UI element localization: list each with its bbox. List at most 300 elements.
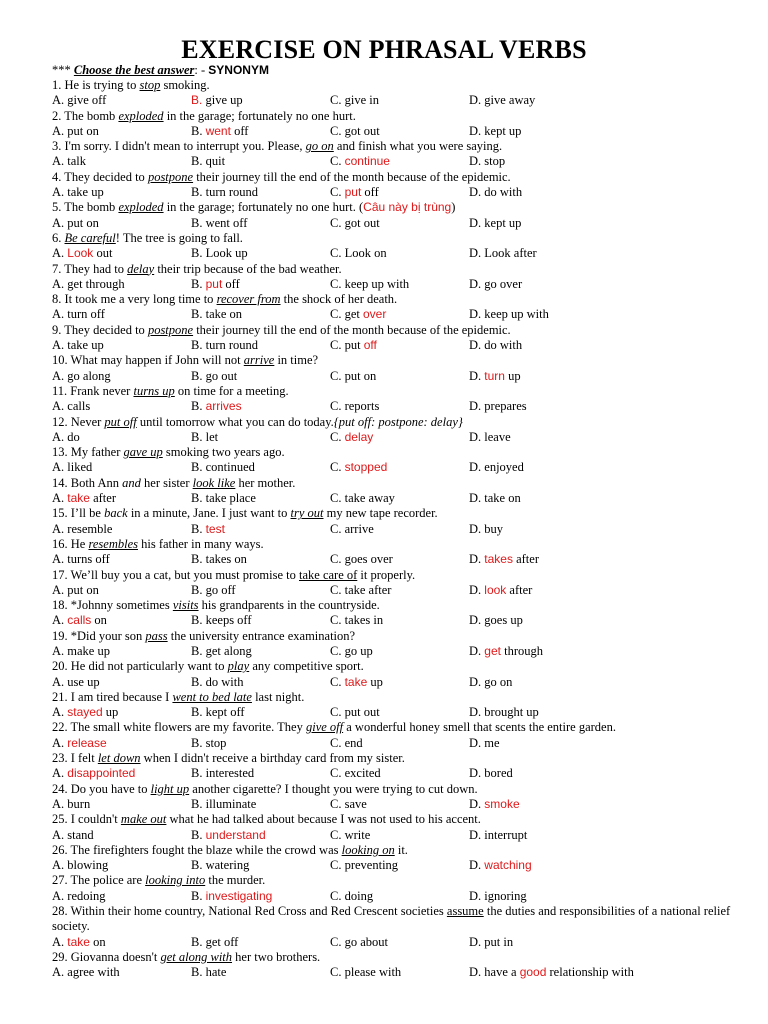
answer-option[interactable] bbox=[191, 430, 330, 445]
question-segment: 2. The bomb bbox=[52, 108, 119, 123]
answer-option[interactable] bbox=[330, 797, 469, 812]
answer-option[interactable] bbox=[191, 369, 330, 384]
option-text: leave bbox=[484, 429, 511, 444]
options-row bbox=[52, 185, 742, 200]
question-segment: on time for a meeting. bbox=[174, 383, 289, 398]
question-item bbox=[52, 751, 742, 782]
option-text: put on bbox=[67, 215, 99, 230]
option-highlight: take bbox=[344, 674, 368, 689]
question-segment: 6. bbox=[52, 230, 65, 245]
option-text: enjoyed bbox=[484, 460, 524, 475]
option-letter: B. bbox=[191, 858, 203, 873]
answer-option[interactable] bbox=[330, 307, 469, 322]
answer-option[interactable] bbox=[52, 491, 191, 506]
answer-option[interactable] bbox=[469, 889, 742, 904]
option-letter: B. bbox=[191, 735, 203, 750]
question-segment: 23. I felt bbox=[52, 751, 98, 766]
option-letter: C. bbox=[330, 429, 342, 444]
options-row bbox=[52, 828, 742, 843]
question-segment: 8. It took me a very long time to bbox=[52, 292, 217, 307]
answer-option[interactable] bbox=[52, 705, 191, 720]
option-text: stand bbox=[67, 827, 94, 842]
keyword: turns up bbox=[133, 383, 175, 398]
answer-option[interactable] bbox=[191, 828, 330, 843]
keyword: visits bbox=[172, 598, 199, 613]
answer-option[interactable] bbox=[52, 736, 191, 751]
question-text bbox=[52, 415, 742, 430]
answer-option[interactable] bbox=[191, 965, 330, 980]
option-text: take on bbox=[205, 307, 243, 322]
option-text: kept off bbox=[205, 705, 245, 720]
question-segment: when I didn't receive a birthday card from my sister. bbox=[140, 751, 405, 766]
option-text: take away bbox=[344, 491, 395, 506]
question-segment: 16. He bbox=[52, 536, 89, 551]
option-text: have a bbox=[484, 965, 517, 980]
keyword: go on bbox=[305, 139, 334, 154]
question-text bbox=[52, 384, 742, 399]
answer-option[interactable] bbox=[469, 522, 742, 537]
question-segment: the duties and responsibilities of a national relief society. bbox=[52, 904, 731, 934]
option-text: keep up with bbox=[484, 307, 549, 322]
answer-option[interactable] bbox=[52, 93, 191, 108]
answer-option[interactable] bbox=[469, 828, 742, 843]
answer-option[interactable] bbox=[330, 277, 469, 292]
question-segment: 19. *Did your son bbox=[52, 628, 146, 643]
answer-option[interactable] bbox=[191, 185, 330, 200]
answer-option[interactable] bbox=[52, 338, 191, 353]
option-highlight: stayed bbox=[67, 705, 103, 720]
answer-option[interactable] bbox=[469, 338, 742, 353]
question-segment: what he had talked about because I was not used to his accent. bbox=[166, 812, 481, 827]
question-segment: 15. I’ll be bbox=[52, 506, 105, 521]
question-text bbox=[52, 262, 742, 277]
answer-option[interactable] bbox=[469, 766, 742, 781]
answer-option[interactable] bbox=[469, 858, 742, 873]
option-text: take on bbox=[484, 491, 521, 506]
option-text: went off bbox=[205, 215, 248, 230]
answer-option[interactable] bbox=[191, 797, 330, 812]
answer-option[interactable] bbox=[469, 307, 742, 322]
option-letter: D. bbox=[469, 766, 482, 781]
answer-option[interactable] bbox=[330, 552, 469, 567]
answer-option[interactable] bbox=[330, 216, 469, 231]
option-text: continue bbox=[344, 154, 390, 169]
option-letter: C. bbox=[330, 399, 342, 414]
option-text: up bbox=[508, 368, 521, 383]
answer-option[interactable] bbox=[52, 460, 191, 475]
answer-option[interactable] bbox=[330, 460, 469, 475]
option-text: turn round bbox=[205, 338, 259, 353]
option-letter: B. bbox=[191, 491, 203, 506]
answer-option[interactable] bbox=[191, 675, 330, 690]
question-segment: ) bbox=[451, 200, 456, 215]
options-row bbox=[52, 552, 742, 567]
option-letter: A. bbox=[52, 399, 65, 414]
answer-option[interactable] bbox=[191, 766, 330, 781]
option-letter: B. bbox=[191, 934, 203, 949]
question-segment: 25. I couldn't bbox=[52, 812, 121, 827]
answer-option[interactable] bbox=[469, 935, 742, 950]
option-text: stopped bbox=[344, 460, 388, 475]
question-segment: 1. He is trying to bbox=[52, 78, 140, 92]
option-letter: B. bbox=[191, 429, 203, 444]
option-highlight: take bbox=[67, 491, 90, 506]
option-text: get along bbox=[205, 643, 252, 658]
answer-option[interactable] bbox=[330, 338, 469, 353]
option-letter: D. bbox=[469, 827, 482, 842]
question-segment: 5. The bomb bbox=[52, 200, 119, 215]
question-list bbox=[52, 78, 742, 981]
question-item bbox=[52, 659, 742, 690]
option-text: keep up with bbox=[344, 276, 410, 291]
question-segment: and finish what you were saying. bbox=[333, 139, 503, 154]
option-letter: D. bbox=[469, 307, 482, 322]
keyword: look like bbox=[192, 475, 236, 490]
answer-option[interactable] bbox=[469, 124, 742, 139]
option-text: put on bbox=[344, 368, 377, 383]
option-letter: D. bbox=[469, 965, 482, 980]
option-letter: B. bbox=[191, 582, 203, 597]
option-text: resemble bbox=[67, 521, 113, 536]
answer-option[interactable] bbox=[191, 858, 330, 873]
options-row bbox=[52, 583, 742, 598]
question-segment: their trip because of the bad weather. bbox=[154, 261, 342, 276]
answer-option[interactable] bbox=[330, 246, 469, 261]
option-text: do with bbox=[205, 674, 244, 689]
option-letter: A. bbox=[52, 154, 65, 169]
option-highlight: over bbox=[363, 307, 387, 322]
answer-option[interactable] bbox=[191, 522, 330, 537]
question-item bbox=[52, 170, 742, 201]
answer-option[interactable] bbox=[52, 216, 191, 231]
option-letter: D. bbox=[469, 674, 482, 689]
options-row bbox=[52, 277, 742, 292]
question-item bbox=[52, 231, 742, 262]
option-text: on bbox=[93, 934, 106, 949]
option-text: off bbox=[234, 123, 249, 138]
option-highlight: good bbox=[519, 965, 547, 980]
option-letter: C. bbox=[330, 307, 342, 322]
answer-option[interactable] bbox=[469, 216, 742, 231]
options-row bbox=[52, 935, 742, 950]
instruction-separator: : - bbox=[194, 63, 209, 77]
answer-option[interactable] bbox=[191, 491, 330, 506]
option-text: give in bbox=[344, 93, 379, 108]
question-item bbox=[52, 109, 742, 140]
answer-option[interactable] bbox=[469, 644, 742, 659]
answer-option[interactable] bbox=[52, 889, 191, 904]
answer-option[interactable] bbox=[469, 797, 742, 812]
option-letter: A. bbox=[52, 643, 65, 658]
option-letter: A. bbox=[52, 215, 65, 230]
answer-option[interactable] bbox=[191, 736, 330, 751]
option-letter: A. bbox=[52, 766, 65, 781]
answer-option[interactable] bbox=[191, 307, 330, 322]
answer-option[interactable] bbox=[52, 369, 191, 384]
answer-option[interactable] bbox=[330, 736, 469, 751]
answer-option[interactable] bbox=[330, 583, 469, 598]
option-text: smoke bbox=[484, 796, 520, 811]
answer-option[interactable] bbox=[330, 522, 469, 537]
answer-option[interactable] bbox=[330, 430, 469, 445]
option-text: make up bbox=[67, 643, 110, 658]
option-text: keeps off bbox=[205, 613, 252, 628]
keyword: gave up bbox=[123, 445, 163, 460]
answer-option[interactable] bbox=[469, 491, 742, 506]
answer-option[interactable] bbox=[469, 154, 742, 169]
question-segment: another cigarette? I thought you were trying to cut down. bbox=[189, 781, 478, 796]
answer-option[interactable] bbox=[330, 828, 469, 843]
answer-option[interactable] bbox=[469, 277, 742, 292]
option-letter: D. bbox=[469, 643, 482, 658]
answer-option[interactable] bbox=[52, 307, 191, 322]
answer-option[interactable] bbox=[191, 613, 330, 628]
option-text: goes over bbox=[344, 552, 393, 567]
question-text bbox=[52, 445, 742, 460]
option-text: ignoring bbox=[484, 888, 527, 903]
option-text: get off bbox=[205, 934, 239, 949]
question-text bbox=[52, 950, 742, 965]
option-letter: C. bbox=[330, 613, 342, 628]
keyword: postpone bbox=[147, 169, 194, 184]
question-item bbox=[52, 568, 742, 599]
keyword: Be careful bbox=[64, 230, 116, 245]
option-letter: D. bbox=[469, 276, 482, 291]
option-text: turns off bbox=[67, 552, 110, 567]
keyword: take care of bbox=[299, 567, 358, 582]
answer-option[interactable] bbox=[191, 935, 330, 950]
keyword: exploded bbox=[118, 108, 164, 123]
question-segment: 21. I am tired because I bbox=[52, 689, 173, 704]
option-text: after bbox=[93, 491, 116, 506]
option-letter: D. bbox=[469, 93, 482, 108]
answer-option[interactable] bbox=[469, 965, 742, 980]
keyword: put off bbox=[104, 414, 137, 429]
answer-option[interactable] bbox=[191, 705, 330, 720]
option-highlight: get bbox=[484, 643, 501, 658]
answer-option[interactable] bbox=[52, 935, 191, 950]
answer-option[interactable] bbox=[191, 246, 330, 261]
option-text: after bbox=[509, 582, 533, 597]
option-letter: A. bbox=[52, 552, 65, 567]
option-letter: B. bbox=[191, 154, 203, 169]
answer-option[interactable] bbox=[469, 399, 742, 414]
answer-option[interactable] bbox=[52, 124, 191, 139]
question-segment: her sister bbox=[140, 475, 193, 490]
option-text: investigating bbox=[205, 888, 273, 903]
question-text bbox=[52, 720, 742, 735]
option-text: agree with bbox=[67, 965, 120, 980]
answer-option[interactable] bbox=[191, 277, 330, 292]
answer-option[interactable] bbox=[52, 246, 191, 261]
question-segment: it. bbox=[394, 842, 408, 857]
option-letter: C. bbox=[330, 215, 342, 230]
question-item bbox=[52, 950, 742, 981]
answer-option[interactable] bbox=[330, 935, 469, 950]
option-letter: B. bbox=[191, 827, 203, 842]
option-letter: C. bbox=[330, 491, 342, 506]
option-text: calls bbox=[67, 399, 91, 414]
options-row bbox=[52, 216, 742, 231]
answer-option[interactable] bbox=[191, 93, 330, 108]
answer-option[interactable] bbox=[191, 460, 330, 475]
options-row bbox=[52, 338, 742, 353]
instruction-text: Choose the best answer bbox=[73, 63, 195, 77]
answer-option[interactable] bbox=[52, 522, 191, 537]
question-segment: 17. We’ll buy you a cat, but you must promise to bbox=[52, 567, 299, 582]
options-row bbox=[52, 369, 742, 384]
answer-option[interactable] bbox=[330, 766, 469, 781]
keyword: arrive bbox=[243, 353, 275, 368]
option-letter: C. bbox=[330, 154, 342, 169]
answer-option[interactable] bbox=[191, 399, 330, 414]
option-text: Look on bbox=[344, 246, 387, 261]
answer-option[interactable] bbox=[52, 399, 191, 414]
answer-option[interactable] bbox=[191, 338, 330, 353]
option-text: get bbox=[344, 307, 360, 322]
keyword: get along with bbox=[160, 949, 233, 964]
option-text: write bbox=[344, 827, 371, 842]
keyword: looking into bbox=[145, 873, 206, 888]
answer-option[interactable] bbox=[191, 124, 330, 139]
answer-option[interactable] bbox=[330, 613, 469, 628]
answer-option[interactable] bbox=[191, 644, 330, 659]
answer-option[interactable] bbox=[330, 644, 469, 659]
answer-option[interactable] bbox=[52, 430, 191, 445]
answer-option[interactable] bbox=[330, 399, 469, 414]
answer-option[interactable] bbox=[469, 675, 742, 690]
question-segment: 3. I'm sorry. I didn't mean to interrupt you. Please, bbox=[52, 139, 306, 154]
keyword: try out bbox=[290, 506, 324, 521]
answer-option[interactable] bbox=[52, 277, 191, 292]
answer-option[interactable] bbox=[52, 644, 191, 659]
option-letter: B. bbox=[191, 123, 203, 138]
answer-option[interactable] bbox=[469, 369, 742, 384]
question-segment: 22. The small white flowers are my favorite. They bbox=[52, 720, 306, 735]
answer-option[interactable] bbox=[330, 965, 469, 980]
option-text: doing bbox=[344, 888, 374, 903]
answer-option[interactable] bbox=[52, 583, 191, 598]
option-letter: B. bbox=[191, 399, 203, 414]
answer-option[interactable] bbox=[469, 705, 742, 720]
option-letter: C. bbox=[330, 796, 342, 811]
option-text: Look up bbox=[205, 246, 248, 261]
answer-option[interactable] bbox=[330, 154, 469, 169]
answer-option[interactable] bbox=[330, 705, 469, 720]
answer-option[interactable] bbox=[469, 552, 742, 567]
keyword: delay bbox=[127, 261, 155, 276]
option-letter: C. bbox=[330, 827, 342, 842]
option-text: reports bbox=[344, 399, 380, 414]
option-letter: B. bbox=[191, 460, 203, 475]
answer-option[interactable] bbox=[52, 828, 191, 843]
answer-option[interactable] bbox=[330, 889, 469, 904]
answer-option[interactable] bbox=[469, 460, 742, 475]
answer-option[interactable] bbox=[469, 430, 742, 445]
option-letter: C. bbox=[330, 123, 342, 138]
answer-option[interactable] bbox=[52, 613, 191, 628]
option-letter: A. bbox=[52, 582, 65, 597]
option-letter: A. bbox=[52, 185, 65, 200]
keyword: went to bed late bbox=[172, 689, 252, 704]
answer-option[interactable] bbox=[330, 675, 469, 690]
answer-option[interactable] bbox=[191, 583, 330, 598]
question-segment: 26. The firefighters fought the blaze while the crowd was bbox=[52, 842, 342, 857]
answer-option[interactable] bbox=[52, 185, 191, 200]
answer-option[interactable] bbox=[52, 858, 191, 873]
answer-option[interactable] bbox=[191, 889, 330, 904]
answer-option[interactable] bbox=[469, 583, 742, 598]
option-letter: B. bbox=[191, 246, 203, 261]
answer-option[interactable] bbox=[330, 185, 469, 200]
answer-option[interactable] bbox=[469, 736, 742, 751]
option-letter: B. bbox=[191, 215, 203, 230]
option-text: go over bbox=[484, 276, 523, 291]
option-letter: C. bbox=[330, 643, 342, 658]
answer-option[interactable] bbox=[330, 369, 469, 384]
option-text: understand bbox=[205, 827, 266, 842]
question-text bbox=[52, 139, 742, 154]
answer-option[interactable] bbox=[330, 858, 469, 873]
question-text bbox=[52, 690, 742, 705]
answer-option[interactable] bbox=[52, 797, 191, 812]
answer-option[interactable] bbox=[469, 613, 742, 628]
answer-option[interactable] bbox=[191, 154, 330, 169]
question-segment: 29. Giovanna doesn't bbox=[52, 949, 161, 964]
option-text: let bbox=[205, 429, 219, 444]
answer-option[interactable] bbox=[191, 552, 330, 567]
option-highlight: turn bbox=[484, 368, 505, 383]
keyword: make out bbox=[120, 812, 167, 827]
question-item bbox=[52, 843, 742, 874]
answer-option[interactable] bbox=[52, 154, 191, 169]
option-letter: A. bbox=[52, 307, 65, 322]
answer-option[interactable] bbox=[330, 124, 469, 139]
answer-option[interactable] bbox=[52, 552, 191, 567]
option-letter: A. bbox=[52, 796, 65, 811]
question-item bbox=[52, 812, 742, 843]
question-segment: the murder. bbox=[205, 873, 266, 888]
question-text bbox=[52, 812, 742, 827]
options-row bbox=[52, 613, 742, 628]
option-text: take after bbox=[344, 582, 392, 597]
option-highlight: calls bbox=[67, 613, 92, 628]
option-letter: C. bbox=[330, 246, 342, 261]
keyword: play bbox=[227, 659, 250, 674]
question-segment: last night. bbox=[251, 689, 305, 704]
option-text: end bbox=[344, 735, 363, 750]
answer-option[interactable] bbox=[191, 216, 330, 231]
option-letter: D. bbox=[469, 246, 482, 261]
question-segment: her mother. bbox=[235, 475, 296, 490]
answer-option[interactable] bbox=[330, 491, 469, 506]
answer-option[interactable] bbox=[330, 93, 469, 108]
answer-option[interactable] bbox=[469, 185, 742, 200]
answer-option[interactable] bbox=[52, 965, 191, 980]
options-row bbox=[52, 399, 742, 414]
question-segment: until tomorrow what you can do today. bbox=[136, 414, 334, 429]
answer-option[interactable] bbox=[469, 93, 742, 108]
answer-option[interactable] bbox=[469, 246, 742, 261]
answer-option[interactable] bbox=[52, 766, 191, 781]
option-letter: D. bbox=[469, 796, 482, 811]
question-segment: his grandparents in the countryside. bbox=[198, 598, 380, 613]
question-text bbox=[52, 506, 742, 521]
option-letter: C. bbox=[330, 582, 342, 597]
answer-option[interactable] bbox=[52, 675, 191, 690]
question-segment: 28. Within their home country, National Red Cross and Red Crescent societies bbox=[52, 904, 447, 919]
option-text: disappointed bbox=[67, 766, 136, 781]
